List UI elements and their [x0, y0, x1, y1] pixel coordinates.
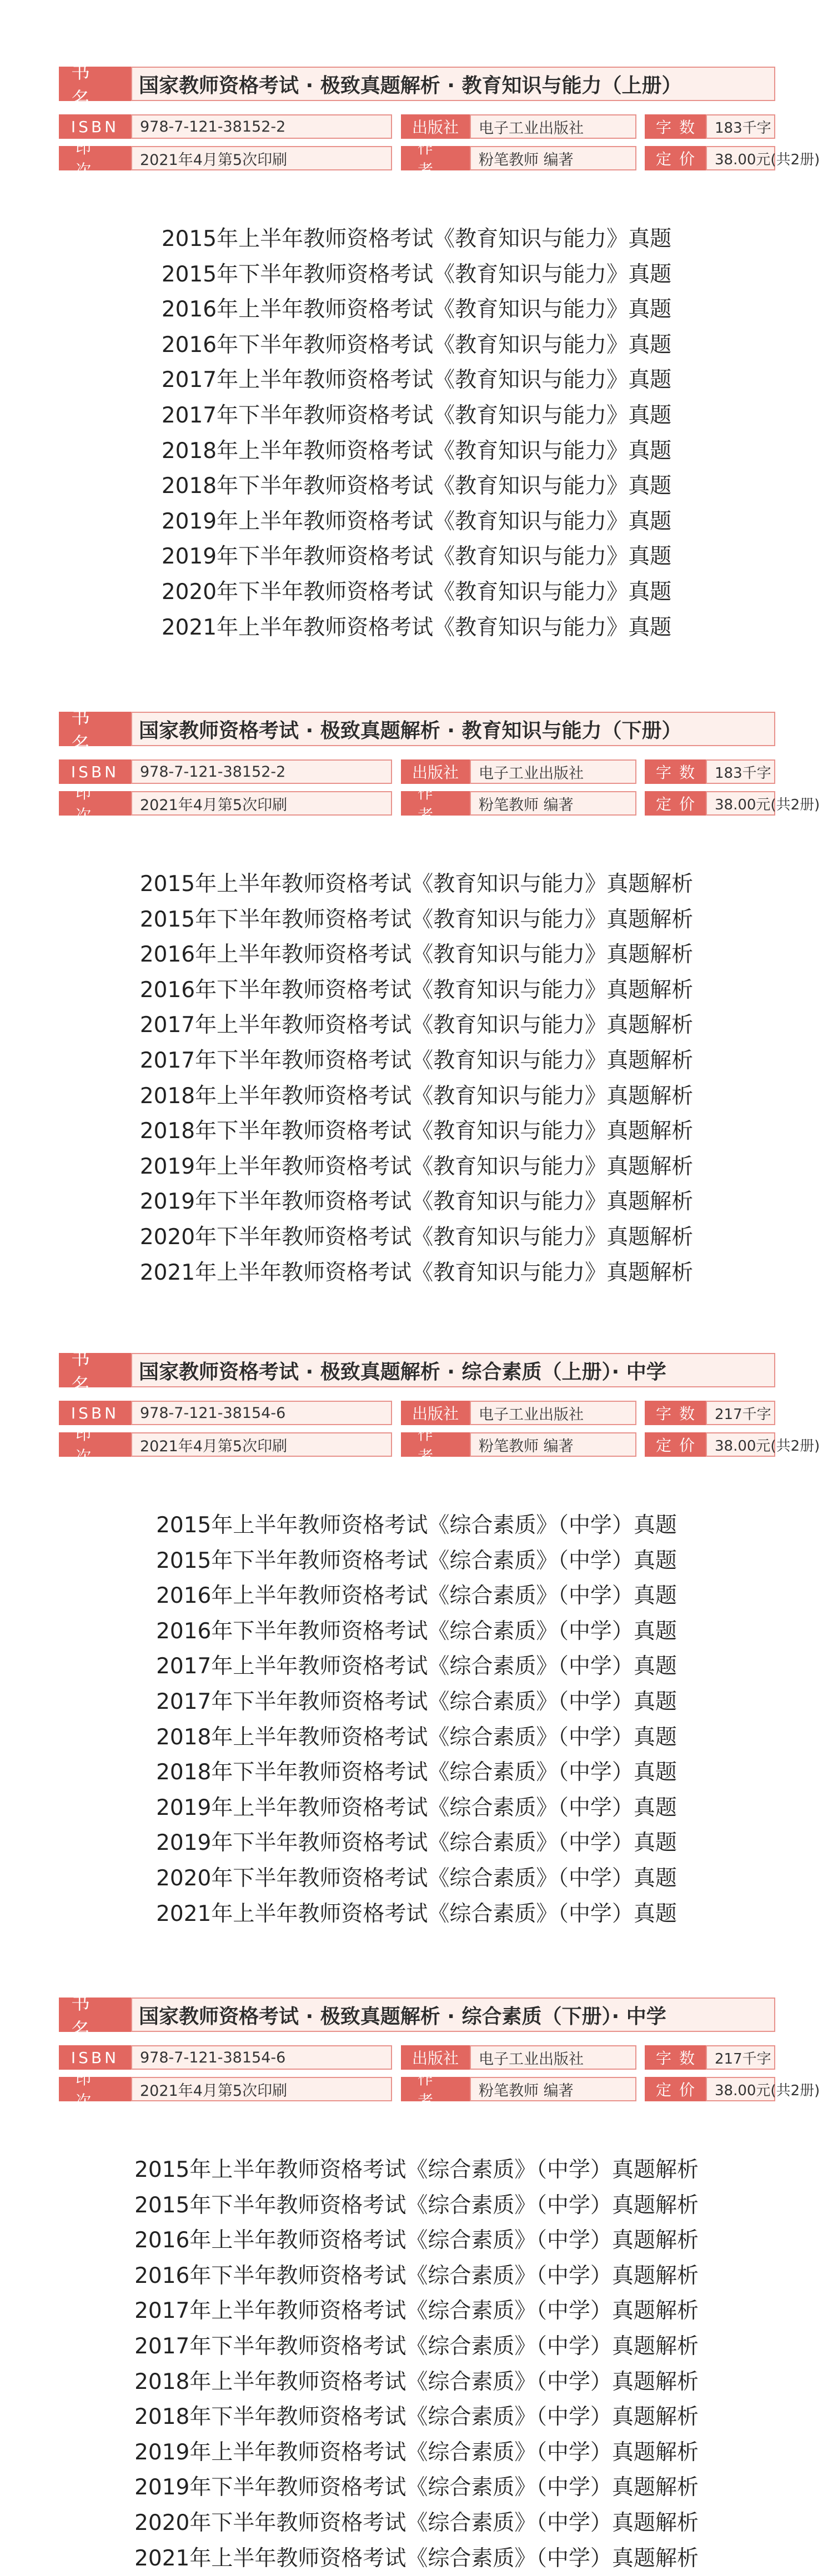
words-value: 183千字 [706, 114, 775, 139]
author-label: 作者 [401, 146, 470, 170]
list-item: 2016年上半年教师资格考试《教育知识与能力》真题 [161, 297, 672, 322]
list-item: 2017年上半年教师资格考试《教育知识与能力》真题解析 [139, 1013, 694, 1038]
print-value: 2021年4月第5次印刷 [131, 791, 392, 816]
author-label: 作者 [401, 2077, 470, 2101]
price-label: 定价 [645, 146, 706, 170]
list-item: 2015年下半年教师资格考试《综合素质》（中学）真题解析 [134, 2193, 699, 2218]
words-label: 字数 [645, 114, 706, 139]
isbn-value: 978-7-121-38152-2 [131, 114, 392, 139]
list-item: 2020年下半年教师资格考试《教育知识与能力》真题解析 [139, 1225, 694, 1250]
publisher-label: 出版社 [401, 1401, 470, 1425]
author-value: 粉笔教师 编著 [470, 146, 636, 170]
print-value: 2021年4月第5次印刷 [131, 1432, 392, 1457]
words-value: 217千字 [706, 1401, 775, 1425]
list-item: 2015年上半年教师资格考试《综合素质》（中学）真题 [156, 1513, 677, 1538]
price-label: 定价 [645, 2077, 706, 2101]
list-item: 2019年下半年教师资格考试《教育知识与能力》真题解析 [139, 1189, 694, 1214]
print-row [59, 1425, 820, 1466]
book-title: 国家教师资格考试 · 极致真题解析 · 教育知识与能力（下册） [131, 712, 775, 746]
author-value: 粉笔教师 编著 [470, 791, 636, 816]
isbn-label: ISBN [59, 114, 131, 139]
publisher-label: 出版社 [401, 759, 470, 784]
list-item: 2021年上半年教师资格考试《综合素质》（中学）真题解析 [134, 2546, 699, 2571]
title-label: 书名 [59, 1998, 131, 2032]
list-item: 2016年下半年教师资格考试《综合素质》（中学）真题 [156, 1619, 677, 1644]
publisher-value: 电子工业出版社 [470, 1401, 636, 1425]
list-item: 2017年下半年教师资格考试《综合素质》（中学）真题解析 [134, 2334, 699, 2359]
publisher-label: 出版社 [401, 114, 470, 139]
isbn-value: 978-7-121-38154-6 [131, 2045, 392, 2070]
title-label: 书名 [59, 67, 131, 101]
price-value: 38.00元(共2册) [706, 1432, 775, 1457]
list-item: 2016年上半年教师资格考试《综合素质》（中学）真题 [156, 1583, 677, 1608]
isbn-row [59, 1401, 775, 1425]
list-item: 2017年上半年教师资格考试《综合素质》（中学）真题 [156, 1654, 677, 1679]
publisher-value: 电子工业出版社 [470, 114, 636, 139]
list-item: 2015年上半年教师资格考试《综合素质》（中学）真题解析 [134, 2157, 699, 2182]
price-label: 定价 [645, 791, 706, 816]
words-value: 217千字 [706, 2045, 775, 2070]
list-item: 2019年上半年教师资格考试《综合素质》（中学）真题 [156, 1795, 677, 1820]
list-item: 2018年上半年教师资格考试《综合素质》（中学）真题 [156, 1725, 677, 1750]
title-row [59, 1992, 775, 2041]
list-item: 2015年下半年教师资格考试《教育知识与能力》真题 [161, 262, 672, 287]
list-item: 2020年下半年教师资格考试《教育知识与能力》真题 [161, 580, 672, 605]
print-label: 印次 [59, 2077, 131, 2101]
print-row [59, 784, 820, 824]
list-item: 2018年上半年教师资格考试《综合素质》（中学）真题解析 [134, 2369, 699, 2394]
title-label: 书名 [59, 1353, 131, 1387]
list-item: 2016年上半年教师资格考试《综合素质》（中学）真题解析 [134, 2228, 699, 2253]
list-item: 2020年下半年教师资格考试《综合素质》（中学）真题 [156, 1866, 677, 1891]
list-item: 2015年上半年教师资格考试《教育知识与能力》真题 [161, 227, 672, 251]
words-label: 字数 [645, 759, 706, 784]
price-label: 定价 [645, 1432, 706, 1457]
book-title: 国家教师资格考试 · 极致真题解析 · 教育知识与能力（上册） [131, 67, 775, 101]
isbn-label: ISBN [59, 1401, 131, 1425]
publisher-value: 电子工业出版社 [470, 2045, 636, 2070]
price-value: 38.00元(共2册) [706, 791, 775, 816]
title-row [59, 61, 775, 110]
author-label: 作者 [401, 1432, 470, 1457]
list-item: 2016年下半年教师资格考试《教育知识与能力》真题 [161, 333, 672, 358]
list-item: 2019年下半年教师资格考试《综合素质》（中学）真题解析 [134, 2475, 699, 2500]
list-item: 2017年上半年教师资格考试《教育知识与能力》真题 [161, 368, 672, 393]
list-item: 2016年上半年教师资格考试《教育知识与能力》真题解析 [139, 942, 694, 967]
list-item: 2021年上半年教师资格考试《教育知识与能力》真题 [161, 615, 672, 640]
list-item: 2017年下半年教师资格考试《教育知识与能力》真题解析 [139, 1048, 694, 1073]
list-item: 2018年下半年教师资格考试《教育知识与能力》真题解析 [139, 1119, 694, 1144]
list-item: 2021年上半年教师资格考试《综合素质》（中学）真题 [156, 1901, 677, 1926]
publisher-value: 电子工业出版社 [470, 759, 636, 784]
isbn-label: ISBN [59, 2045, 131, 2070]
list-item: 2017年下半年教师资格考试《综合素质》（中学）真题 [156, 1689, 677, 1714]
print-row [59, 139, 820, 179]
title-row [59, 1347, 775, 1397]
title-row [59, 706, 775, 756]
list-item: 2019年上半年教师资格考试《教育知识与能力》真题 [161, 509, 672, 534]
list-item: 2018年下半年教师资格考试《教育知识与能力》真题 [161, 474, 672, 499]
book-title: 国家教师资格考试 · 极致真题解析 · 综合素质（下册）· 中学 [131, 1998, 775, 2032]
list-item: 2016年下半年教师资格考试《教育知识与能力》真题解析 [139, 978, 694, 1003]
price-value: 38.00元(共2册) [706, 146, 775, 170]
list-item: 2015年下半年教师资格考试《教育知识与能力》真题解析 [139, 907, 694, 932]
list-item: 2017年下半年教师资格考试《教育知识与能力》真题 [161, 403, 672, 428]
print-label: 印次 [59, 791, 131, 816]
isbn-row [59, 759, 775, 784]
list-item: 2018年下半年教师资格考试《综合素质》（中学）真题解析 [134, 2404, 699, 2429]
price-value: 38.00元(共2册) [706, 2077, 775, 2101]
list-item: 2018年上半年教师资格考试《教育知识与能力》真题 [161, 439, 672, 464]
isbn-value: 978-7-121-38154-6 [131, 1401, 392, 1425]
list-item: 2019年上半年教师资格考试《教育知识与能力》真题解析 [139, 1154, 694, 1179]
isbn-row [59, 2045, 775, 2070]
print-value: 2021年4月第5次印刷 [131, 2077, 392, 2101]
list-item: 2021年上半年教师资格考试《教育知识与能力》真题解析 [139, 1260, 694, 1285]
book-title: 国家教师资格考试 · 极致真题解析 · 综合素质（上册）· 中学 [131, 1353, 775, 1387]
list-item: 2019年下半年教师资格考试《教育知识与能力》真题 [161, 544, 672, 569]
print-row [59, 2070, 820, 2110]
author-value: 粉笔教师 编著 [470, 2077, 636, 2101]
list-item: 2019年下半年教师资格考试《综合素质》（中学）真题 [156, 1830, 677, 1855]
isbn-row [59, 114, 775, 139]
list-item: 2015年上半年教师资格考试《教育知识与能力》真题解析 [139, 872, 694, 897]
list-item: 2016年下半年教师资格考试《综合素质》（中学）真题解析 [134, 2263, 699, 2288]
isbn-label: ISBN [59, 759, 131, 784]
list-item: 2020年下半年教师资格考试《综合素质》（中学）真题解析 [134, 2510, 699, 2535]
list-item: 2019年上半年教师资格考试《综合素质》（中学）真题解析 [134, 2440, 699, 2465]
list-item: 2018年下半年教师资格考试《综合素质》（中学）真题 [156, 1760, 677, 1785]
list-item: 2017年上半年教师资格考试《综合素质》（中学）真题解析 [134, 2298, 699, 2323]
words-value: 183千字 [706, 759, 775, 784]
title-label: 书名 [59, 712, 131, 746]
publisher-label: 出版社 [401, 2045, 470, 2070]
print-value: 2021年4月第5次印刷 [131, 146, 392, 170]
isbn-value: 978-7-121-38152-2 [131, 759, 392, 784]
print-label: 印次 [59, 146, 131, 170]
author-label: 作者 [401, 791, 470, 816]
words-label: 字数 [645, 1401, 706, 1425]
words-label: 字数 [645, 2045, 706, 2070]
print-label: 印次 [59, 1432, 131, 1457]
list-item: 2015年下半年教师资格考试《综合素质》（中学）真题 [156, 1548, 677, 1573]
author-value: 粉笔教师 编著 [470, 1432, 636, 1457]
list-item: 2018年上半年教师资格考试《教育知识与能力》真题解析 [139, 1084, 694, 1109]
